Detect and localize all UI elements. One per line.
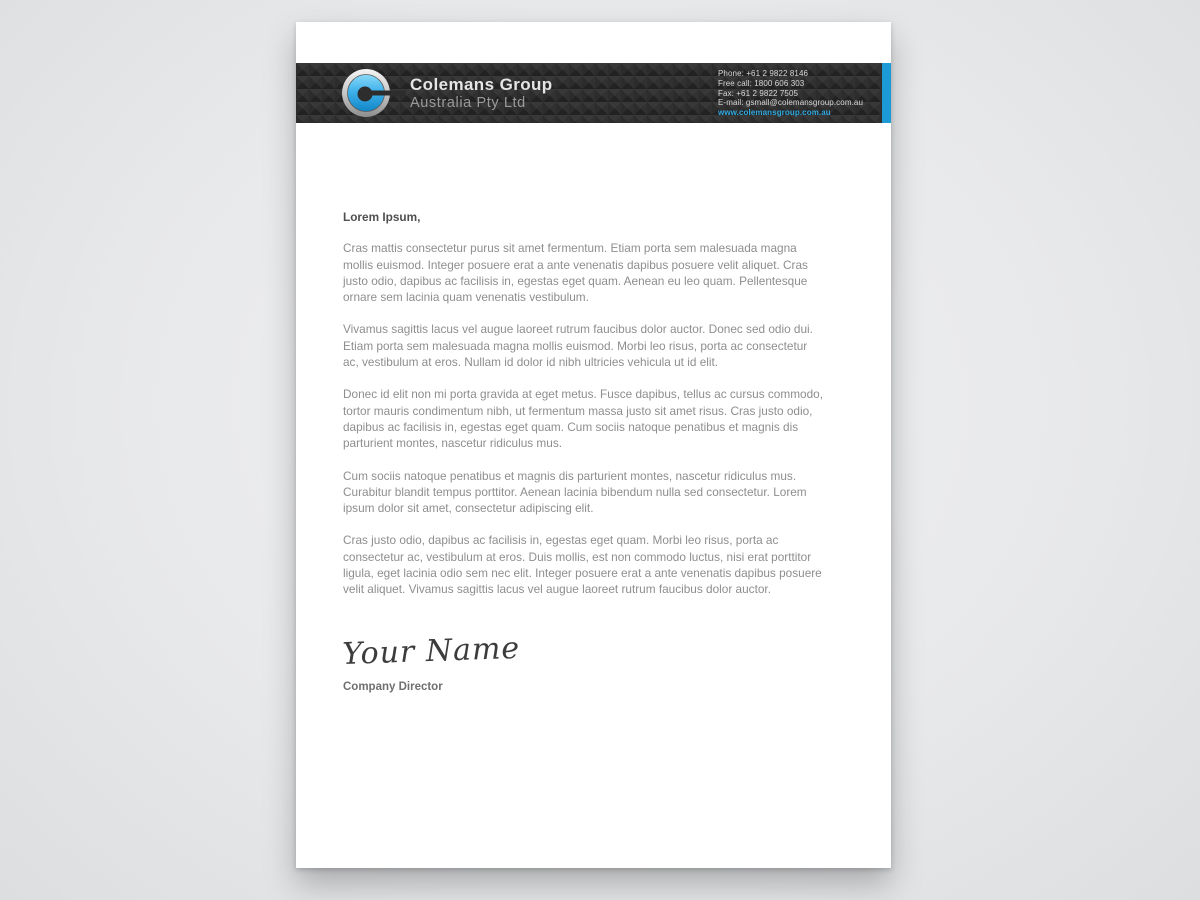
contact-phone: Phone: +61 2 9822 8146 [718,69,809,78]
contact-block [718,69,863,118]
company-name: Colemans Group [410,74,553,94]
letter-paragraph: Cum sociis natoque penatibus et magnis dis parturient montes, nascetur ridiculus mus. Curabitur blandit tempus porttitor. Aenean lacinia bibendum nulla sed consectetur. Lorem ipsum dolor sit amet, consectetur adipiscing elit. [343,468,807,516]
contact-fax: Fax: +61 2 9822 7505 [718,88,799,98]
contact-website: www.colemansgroup.com.au [718,108,831,118]
accent-bar [882,63,891,123]
signature-title: Company Director [343,681,443,693]
company-subtitle: Australia Pty Ltd [410,94,526,111]
letterhead-page [296,22,891,868]
contact-email: E-mail: gsmall@colemansgroup.com.au [718,98,864,108]
letter-paragraph: Vivamus sagittis lacus vel augue laoreet rutrum faucibus dolor auctor. Donec sed odio dui. Etiam porta sem malesuada magna mollis euismod. Morbi leo risus, porta ac consectetur ac, vestibulum at eros. Nullam id dolor id nibh ultricies vehicula ut id elit. [343,322,813,370]
header-band [296,63,891,123]
company-name-block [410,75,553,112]
contact-freecall: Free call: 1800 606 303 [718,78,805,88]
letter-body [343,209,826,614]
letter-paragraph: Cras justo odio, dapibus ac facilisis in, egestas eget quam. Morbi leo risus, porta ac consectetur ac, vestibulum at eros. Duis mollis, est non commodo luctus, nisi erat porttitor ligula, eget lacinia odio sem nec elit. Integer posuere erat a ante venenatis dapibus posuere velit aliquet. Vivamus sagittis lacus vel augue laoreet rutrum faucibus dolor auctor. [343,533,822,597]
letter-paragraph: Cras mattis consectetur purus sit amet fermentum. Etiam porta sem malesuada magna mollis euismod. Integer posuere erat a ante venenatis dapibus posuere velit aliquet. Cras justo odio, dapibus ac facilisis in, egestas eget quam. Aenean eu leo quam. Pellentesque ornare sem lacinia quam venenatis vestibulum. [343,241,808,305]
letter-greeting: Lorem Ipsum, [343,210,421,224]
company-logo-icon [342,69,406,117]
signature-name: Your Name [341,630,521,672]
letter-paragraph: Donec id elit non mi porta gravida at eget metus. Fusce dapibus, tellus ac cursus commodo, tortor mauris condimentum nibh, ut fermentum massa justo sit amet risus. Cras justo odio, dapibus ac facilisis in, egestas eget quam. Cum sociis natoque penatibus et magnis dis parturient montes, nascetur ridiculus mus. [343,387,823,451]
